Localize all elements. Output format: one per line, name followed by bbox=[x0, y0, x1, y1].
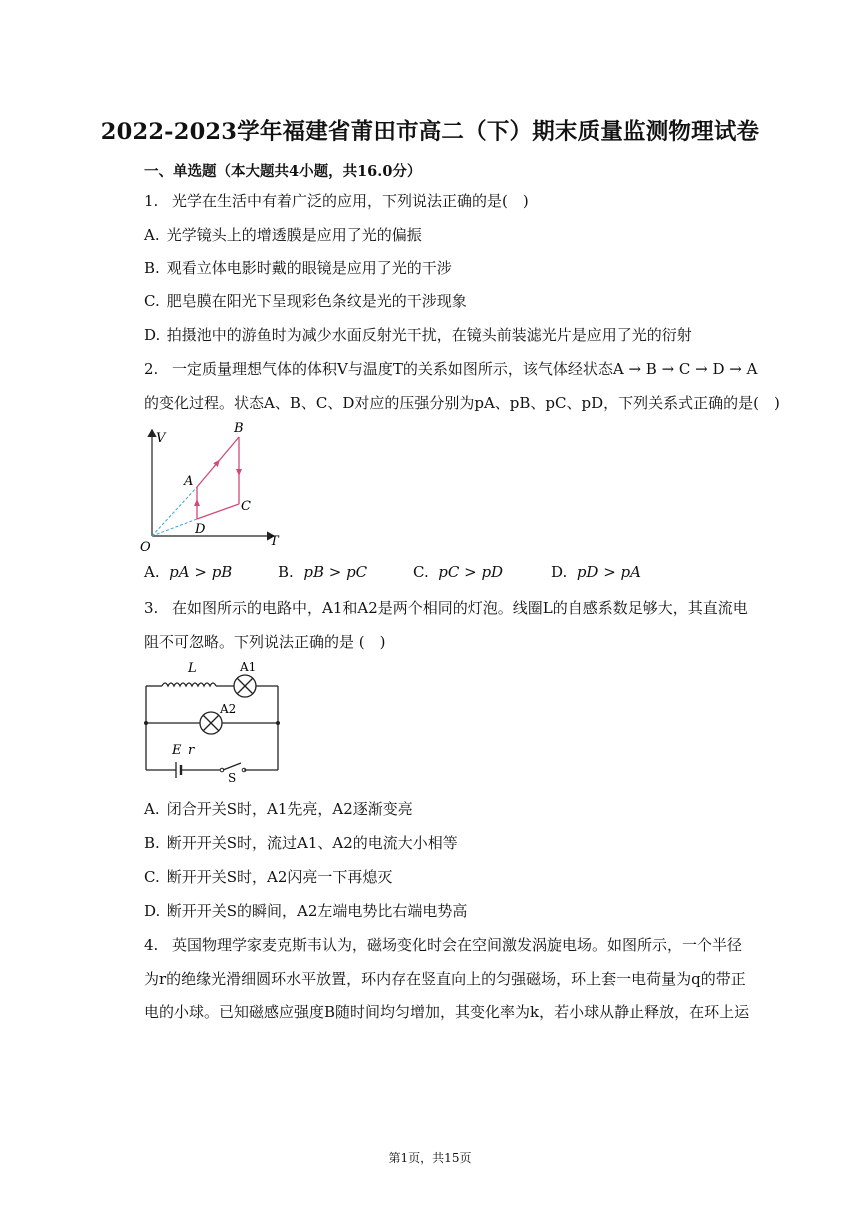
q3-option-c: C. 断开开关S时，A2闪亮一下再熄灭 bbox=[144, 868, 393, 886]
lamp-a2-label: A2 bbox=[220, 702, 237, 716]
q2-option-b: B. pB > pC bbox=[278, 563, 368, 581]
page-footer: 第1页，共15页 bbox=[388, 1151, 472, 1165]
question-3-stem-line1 bbox=[144, 597, 748, 618]
q2-option-a: A. pA > pB bbox=[144, 563, 233, 581]
dashed-oa bbox=[152, 487, 197, 536]
question-number: 4. bbox=[144, 936, 159, 954]
switch-blade bbox=[223, 763, 241, 770]
question-1-stem bbox=[144, 190, 529, 211]
question-2-stem-line2: 的变化过程。状态A、B、C、D对应的压强分别为pA、pB、pC、pD，下列关系式正确的是( ) bbox=[144, 394, 780, 412]
question-number: 2. bbox=[144, 360, 159, 378]
origin-label: O bbox=[140, 540, 151, 554]
point-c-label: C bbox=[241, 499, 251, 514]
question-4-line1 bbox=[144, 934, 742, 955]
page-title: 2022-2023学年福建省莆田市高二（下）期末质量监测物理试卷 bbox=[100, 119, 760, 145]
question-number: 1. bbox=[144, 192, 159, 210]
v-axis-label: V bbox=[156, 431, 166, 446]
question-3-stem-line2: 阻不可忽略。下列说法正确的是 ( ) bbox=[144, 633, 386, 651]
question-2-stem-line1 bbox=[144, 358, 757, 379]
question-text: 光学在生活中有着广泛的应用，下列说法正确的是( ) bbox=[172, 192, 529, 210]
section-heading: 一、单选题（本大题共4小题，共16.0分） bbox=[144, 163, 422, 180]
q1-option-a: A. 光学镜头上的增透膜是应用了光的偏振 bbox=[144, 226, 422, 244]
switch-label: S bbox=[228, 771, 237, 782]
q1-option-d: D. 拍摄池中的游鱼时为减少水面反射光干扰，在镜头前装滤光片是应用了光的衍射 bbox=[144, 326, 692, 344]
path-cd bbox=[197, 504, 239, 519]
coil-label: L bbox=[188, 661, 197, 676]
q3-option-b: B. 断开开关S时，流过A1、A2的电流大小相等 bbox=[144, 834, 458, 852]
inductor-coil bbox=[162, 683, 216, 686]
emf-label: E bbox=[172, 743, 182, 758]
q2-option-d: D. pD > pA bbox=[551, 563, 641, 581]
q1-option-c: C. 肥皂膜在阳光下呈现彩色条纹是光的干涉现象 bbox=[144, 292, 467, 310]
question-text: 英国物理学家麦克斯韦认为，磁场变化时会在空间激发涡旋电场。如图所示，一个半径 bbox=[172, 936, 743, 954]
q3-option-a: A. 闭合开关S时，A1先亮，A2逐渐变亮 bbox=[144, 800, 413, 818]
point-a-label: A bbox=[184, 474, 194, 489]
dashed-od bbox=[152, 519, 197, 536]
lamp-a1-label: A1 bbox=[240, 660, 257, 674]
circuit-figure bbox=[140, 656, 286, 782]
vt-graph-figure bbox=[138, 418, 288, 554]
t-axis-label: T bbox=[270, 534, 279, 549]
question-text: 在如图所示的电路中，A1和A2是两个相同的灯泡。线圈L的自感系数足够大，其直流电 bbox=[172, 599, 748, 617]
question-number: 3. bbox=[144, 599, 159, 617]
resistance-label: r bbox=[188, 743, 195, 758]
question-4-line3: 电的小球。已知磁感应强度B随时间均匀增加，其变化率为k，若小球从静止释放，在环上运 bbox=[144, 1003, 750, 1021]
point-b-label: B bbox=[234, 421, 244, 436]
q1-option-b: B. 观看立体电影时戴的眼镜是应用了光的干涉 bbox=[144, 259, 452, 277]
question-4-line2: 为r的绝缘光滑细圆环水平放置，环内存在竖直向上的匀强磁场，环上套一电荷量为q的带正 bbox=[144, 970, 746, 988]
point-d-label: D bbox=[195, 522, 206, 537]
question-text: 一定质量理想气体的体积V与温度T的关系如图所示，该气体经状态A → B → C → D → A bbox=[172, 360, 758, 378]
q3-option-d: D. 断开开关S的瞬间，A2左端电势比右端电势高 bbox=[144, 902, 468, 920]
q2-option-c: C. pC > pD bbox=[413, 563, 504, 581]
